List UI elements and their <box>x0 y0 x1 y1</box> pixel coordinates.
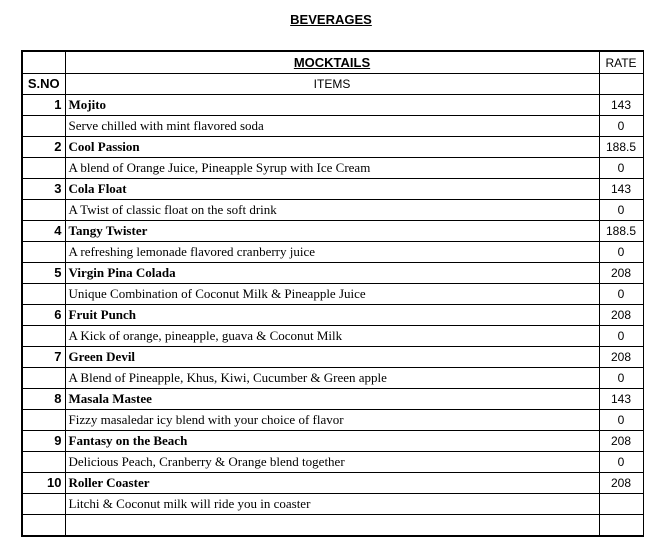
item-description: Serve chilled with mint flavored soda <box>65 116 599 137</box>
item-description-rate: 0 <box>599 116 643 137</box>
items-heading: ITEMS <box>65 74 599 95</box>
item-rate: 208 <box>599 473 643 494</box>
item-description-row <box>22 452 643 473</box>
empty-cell <box>22 515 65 537</box>
item-rate: 208 <box>599 263 643 284</box>
desc-blank-cell <box>22 200 65 221</box>
item-description: Unique Combination of Coconut Milk & Pineapple Juice <box>65 284 599 305</box>
desc-blank-cell <box>22 158 65 179</box>
empty-cell <box>65 515 599 537</box>
desc-blank-cell <box>22 368 65 389</box>
item-sno: 5 <box>22 263 65 284</box>
item-description-row <box>22 158 643 179</box>
item-rate: 143 <box>599 95 643 116</box>
item-description-rate: 0 <box>599 200 643 221</box>
item-row <box>22 305 643 326</box>
item-name: Fantasy on the Beach <box>65 431 599 452</box>
item-rate: 143 <box>599 179 643 200</box>
header-row-section <box>22 51 643 74</box>
desc-blank-cell <box>22 326 65 347</box>
item-sno: 3 <box>22 179 65 200</box>
item-row <box>22 431 643 452</box>
page-title: BEVERAGES <box>290 12 372 27</box>
item-name: Cola Float <box>65 179 599 200</box>
item-sno: 4 <box>22 221 65 242</box>
item-description: Litchi & Coconut milk will ride you in coaster <box>65 494 599 515</box>
item-row <box>22 221 643 242</box>
item-rate: 188.5 <box>599 221 643 242</box>
item-sno: 8 <box>22 389 65 410</box>
item-description-rate: 0 <box>599 284 643 305</box>
item-description-row <box>22 368 643 389</box>
item-description-row <box>22 116 643 137</box>
desc-blank-cell <box>22 116 65 137</box>
item-description-row <box>22 326 643 347</box>
item-description-row <box>22 200 643 221</box>
item-sno: 10 <box>22 473 65 494</box>
item-sno: 7 <box>22 347 65 368</box>
rate-heading: RATE <box>599 51 643 74</box>
item-row <box>22 347 643 368</box>
menu-table <box>21 50 644 537</box>
rate-blank-cell <box>599 74 643 95</box>
item-description-rate: 0 <box>599 452 643 473</box>
item-rate: 188.5 <box>599 137 643 158</box>
item-description: A Kick of orange, pineapple, guava & Coconut Milk <box>65 326 599 347</box>
item-rate: 208 <box>599 305 643 326</box>
item-description: Delicious Peach, Cranberry & Orange blend together <box>65 452 599 473</box>
item-row <box>22 179 643 200</box>
item-row <box>22 473 643 494</box>
item-sno: 9 <box>22 431 65 452</box>
item-description-rate: 0 <box>599 326 643 347</box>
item-name: Mojito <box>65 95 599 116</box>
header-row-columns <box>22 74 643 95</box>
item-name: Cool Passion <box>65 137 599 158</box>
header-blank-cell <box>22 51 65 74</box>
desc-blank-cell <box>22 452 65 473</box>
item-row <box>22 95 643 116</box>
item-name: Virgin Pina Colada <box>65 263 599 284</box>
item-name: Tangy Twister <box>65 221 599 242</box>
item-description-row <box>22 410 643 431</box>
item-row <box>22 389 643 410</box>
item-rate: 143 <box>599 389 643 410</box>
item-row <box>22 137 643 158</box>
empty-row <box>22 515 643 537</box>
item-rate: 208 <box>599 347 643 368</box>
item-description-rate: 0 <box>599 368 643 389</box>
item-name: Masala Mastee <box>65 389 599 410</box>
item-sno: 1 <box>22 95 65 116</box>
item-sno: 6 <box>22 305 65 326</box>
item-description: A Blend of Pineapple, Khus, Kiwi, Cucumber & Green apple <box>65 368 599 389</box>
item-name: Fruit Punch <box>65 305 599 326</box>
item-description-rate <box>599 494 643 515</box>
empty-cell <box>599 515 643 537</box>
item-description: A refreshing lemonade flavored cranberry juice <box>65 242 599 263</box>
item-name: Roller Coaster <box>65 473 599 494</box>
item-description-rate: 0 <box>599 242 643 263</box>
item-description: Fizzy masaledar icy blend with your choice of flavor <box>65 410 599 431</box>
sno-heading: S.NO <box>22 74 65 95</box>
desc-blank-cell <box>22 284 65 305</box>
item-row <box>22 263 643 284</box>
desc-blank-cell <box>22 494 65 515</box>
item-name: Green Devil <box>65 347 599 368</box>
item-description-row <box>22 494 643 515</box>
item-description-rate: 0 <box>599 158 643 179</box>
item-description: A blend of Orange Juice, Pineapple Syrup with Ice Cream <box>65 158 599 179</box>
item-description-rate: 0 <box>599 410 643 431</box>
item-description-row <box>22 284 643 305</box>
item-description-row <box>22 242 643 263</box>
item-description: A Twist of classic float on the soft drink <box>65 200 599 221</box>
section-heading: MOCKTAILS <box>65 51 599 74</box>
item-rate: 208 <box>599 431 643 452</box>
desc-blank-cell <box>22 410 65 431</box>
desc-blank-cell <box>22 242 65 263</box>
item-sno: 2 <box>22 137 65 158</box>
